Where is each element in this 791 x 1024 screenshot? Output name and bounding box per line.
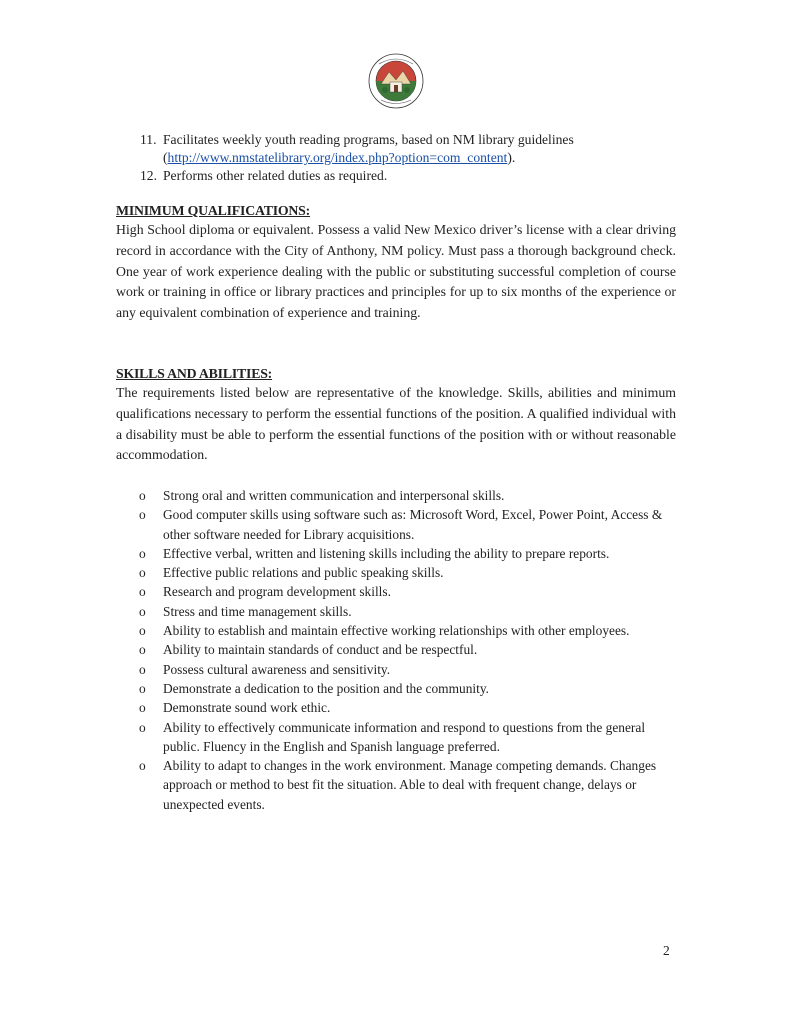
skill-item [139, 698, 684, 717]
page-number: 2 [663, 943, 670, 958]
bullet-marker: o [139, 758, 146, 774]
bullet-marker: o [139, 603, 146, 619]
skills-abilities-intro: The requirements listed below are representative of the knowledge. Skills, abilities and minimum qualifications necessary to perform the essential functions of the position. A qualified individual with a disability must be able to perform the essential functions of the position with or without reasonable accommodation. [116, 385, 676, 463]
skill-item [139, 640, 684, 659]
skill-text: Stress and time management skills. [163, 603, 352, 619]
duty-number: 11. [140, 132, 157, 147]
duty-number: 12. [140, 168, 157, 183]
skill-item [139, 718, 684, 757]
skill-text: Demonstrate sound work ethic. [163, 700, 331, 716]
skill-item [139, 621, 684, 640]
skill-text: Effective public relations and public speaking skills. [163, 565, 444, 581]
bullet-marker: o [139, 623, 146, 639]
minimum-qualifications-heading: MINIMUM QUALIFICATIONS: [116, 203, 311, 218]
bullet-marker: o [139, 661, 146, 677]
skill-item [139, 544, 684, 563]
skill-text: Good computer skills using software such as: Microsoft Word, Excel, Power Point, Access & other software needed for Library acquisitions. [163, 507, 663, 542]
bullet-marker: o [139, 700, 146, 716]
skill-item [139, 679, 684, 698]
skill-text: Ability to adapt to changes in the work environment. Manage competing demands. Changes approach or method to best fit the situation. Able to deal with frequent change, delays or unexpected events. [163, 758, 657, 812]
minimum-qualifications-text: High School diploma or equivalent. Possess a valid New Mexico driver’s license with a clear driving record in accordance with the City of Anthony, NM policy. Must pass a thorough background check. One year of work experience dealing with the public or substituting successful completion of course work or training in office or library practices and principles for up to six months of the experience or any equivalent combination of experience and training. [116, 222, 676, 321]
skill-text: Demonstrate a dedication to the position and the community. [163, 680, 490, 696]
bullet-marker: o [139, 680, 146, 696]
skill-item [139, 505, 684, 544]
skill-item [139, 756, 684, 814]
duty-item-11: 11. Facilitates weekly youth reading programs, based on NM library guidelines (http://www.nmstatelibrary.org/index.php?option=com_content). [140, 132, 574, 165]
skill-text: Ability to establish and maintain effective working relationships with other employees. [163, 623, 630, 639]
skill-item [139, 582, 684, 601]
bullet-marker: o [139, 642, 146, 658]
duties-list [140, 131, 700, 185]
duty-text: Performs other related duties as required. [163, 168, 388, 183]
skills-abilities-section [116, 365, 676, 466]
skill-text: Ability to effectively communicate information and respond to questions from the general public. Fluency in the English and Spanish language preferred. [163, 719, 646, 754]
skills-list [139, 486, 684, 814]
skill-text: Research and program development skills. [163, 584, 391, 600]
skills-abilities-heading: SKILLS AND ABILITIES: [116, 366, 273, 381]
skill-item [139, 660, 684, 679]
duty-item-12 [140, 167, 700, 185]
skill-item [139, 486, 684, 505]
bullet-marker: o [139, 584, 146, 600]
skill-item [139, 563, 684, 582]
bullet-marker: o [139, 507, 146, 523]
bullet-marker: o [139, 565, 146, 581]
skill-text: Effective verbal, written and listening skills including the ability to prepare reports. [163, 545, 610, 561]
bullet-marker: o [139, 719, 146, 735]
minimum-qualifications-section [116, 202, 676, 324]
duty-text: Facilitates weekly youth reading programs, based on NM library guidelines [163, 132, 574, 147]
skill-text: Strong oral and written communication and interpersonal skills. [163, 488, 505, 503]
skill-text: Possess cultural awareness and sensitivity. [163, 661, 391, 677]
city-seal-logo [367, 52, 425, 110]
skill-item [139, 602, 684, 621]
skill-text: Ability to maintain standards of conduct and be respectful. [163, 642, 478, 658]
library-guidelines-link[interactable]: http://www.nmstatelibrary.org/index.php?option=com_content [167, 150, 508, 165]
bullet-marker: o [139, 488, 146, 503]
bullet-marker: o [139, 545, 146, 561]
